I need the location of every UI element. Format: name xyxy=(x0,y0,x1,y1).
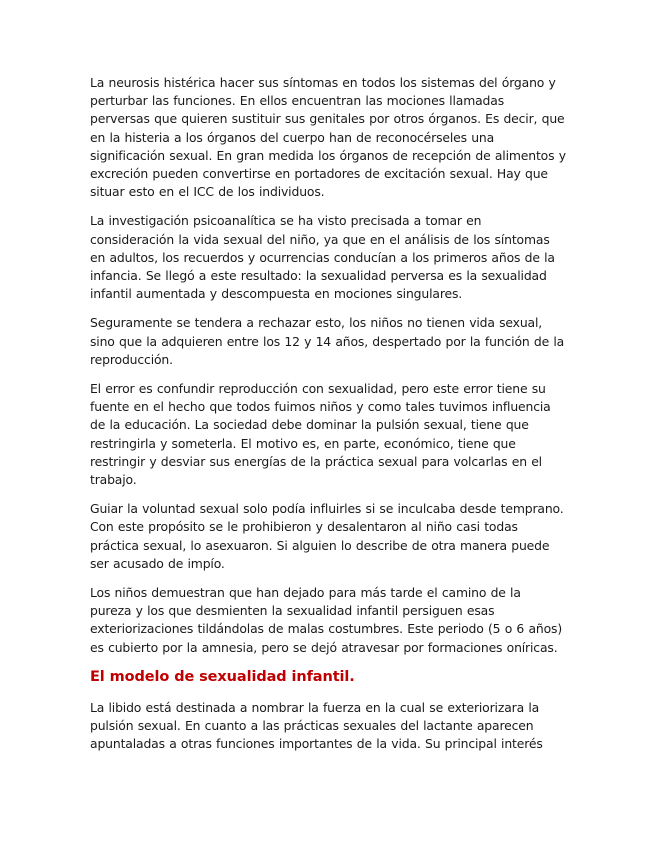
document-page xyxy=(90,74,566,765)
paragraph-ninos: Los niños demuestran que han dejado para más tarde el camino de la pureza y los que desmienten la sexualidad infantil persiguen esas exteriorizaciones tildándolas de malas costumbres. Este periodo (5 o 6 años) es cubierto por la amnesia, pero se dejó atravesar por formaciones oníricas. xyxy=(90,585,563,655)
paragraph-histeria: La neurosis histérica hacer sus síntomas en todos los sistemas del órgano y perturbar las funciones. En ellos encuentran las mociones llamadas perversas que quieren sustituir sus genitales por otros órganos. Es decir, que en la histeria a los órganos del cuerpo han de reconocérseles una significación sexual. En gran medida los órganos de recepción de alimentos y excreción pueden convertirse en portadores de excitación sexual. Hay que situar esto en el ICC de los individuos. xyxy=(90,75,566,200)
paragraph-libido: La libido está destinada a nombrar la fuerza en la cual se exteriorizara la pulsión sexual. En cuanto a las prácticas sexuales del lactante aparecen apuntaladas a otras funciones importantes de la vida. Su principal interés xyxy=(90,699,543,752)
paragraph-rechazo: Seguramente se tendera a rechazar esto, los niños no tienen vida sexual, sino que la adquieren entre los 12 y 14 años, despertado por la función de la reproducción. xyxy=(90,315,565,367)
paragraph-error: El error es confundir reproducción con sexualidad, pero este error tiene su fuente en el hecho que todos fuimos niños y como tales tuvimos influencia de la educación. La sociedad debe dominar la pulsión sexual, tiene que restringirla y someterla. El motivo es, en parte, económico, tiene que restringir y desviar sus energías de la práctica sexual para volcarlas en el trabajo. xyxy=(90,381,551,488)
paragraph-investigacion: La investigación psicoanalítica se ha visto precisada a tomar en consideración la vida sexual del niño, ya que en el análisis de los síntomas en adultos, los recuerdos y ocurrencias conducían a los primeros años de la infancia. Se llegó a este resultado: la sexualidad perversa es la sexualidad infantil aumentada y descompuesta en mociones singulares. xyxy=(90,213,555,302)
paragraph-voluntad: Guiar la voluntad sexual solo podía influirles si se inculcaba desde temprano. Con este propósito se le prohibieron y desalentaron al niño casi todas práctica sexual, lo asexuaron. Si alguien lo describe de otra manera puede ser acusado de impío. xyxy=(90,501,564,571)
section-heading: El modelo de sexualidad infantil. xyxy=(90,668,355,685)
